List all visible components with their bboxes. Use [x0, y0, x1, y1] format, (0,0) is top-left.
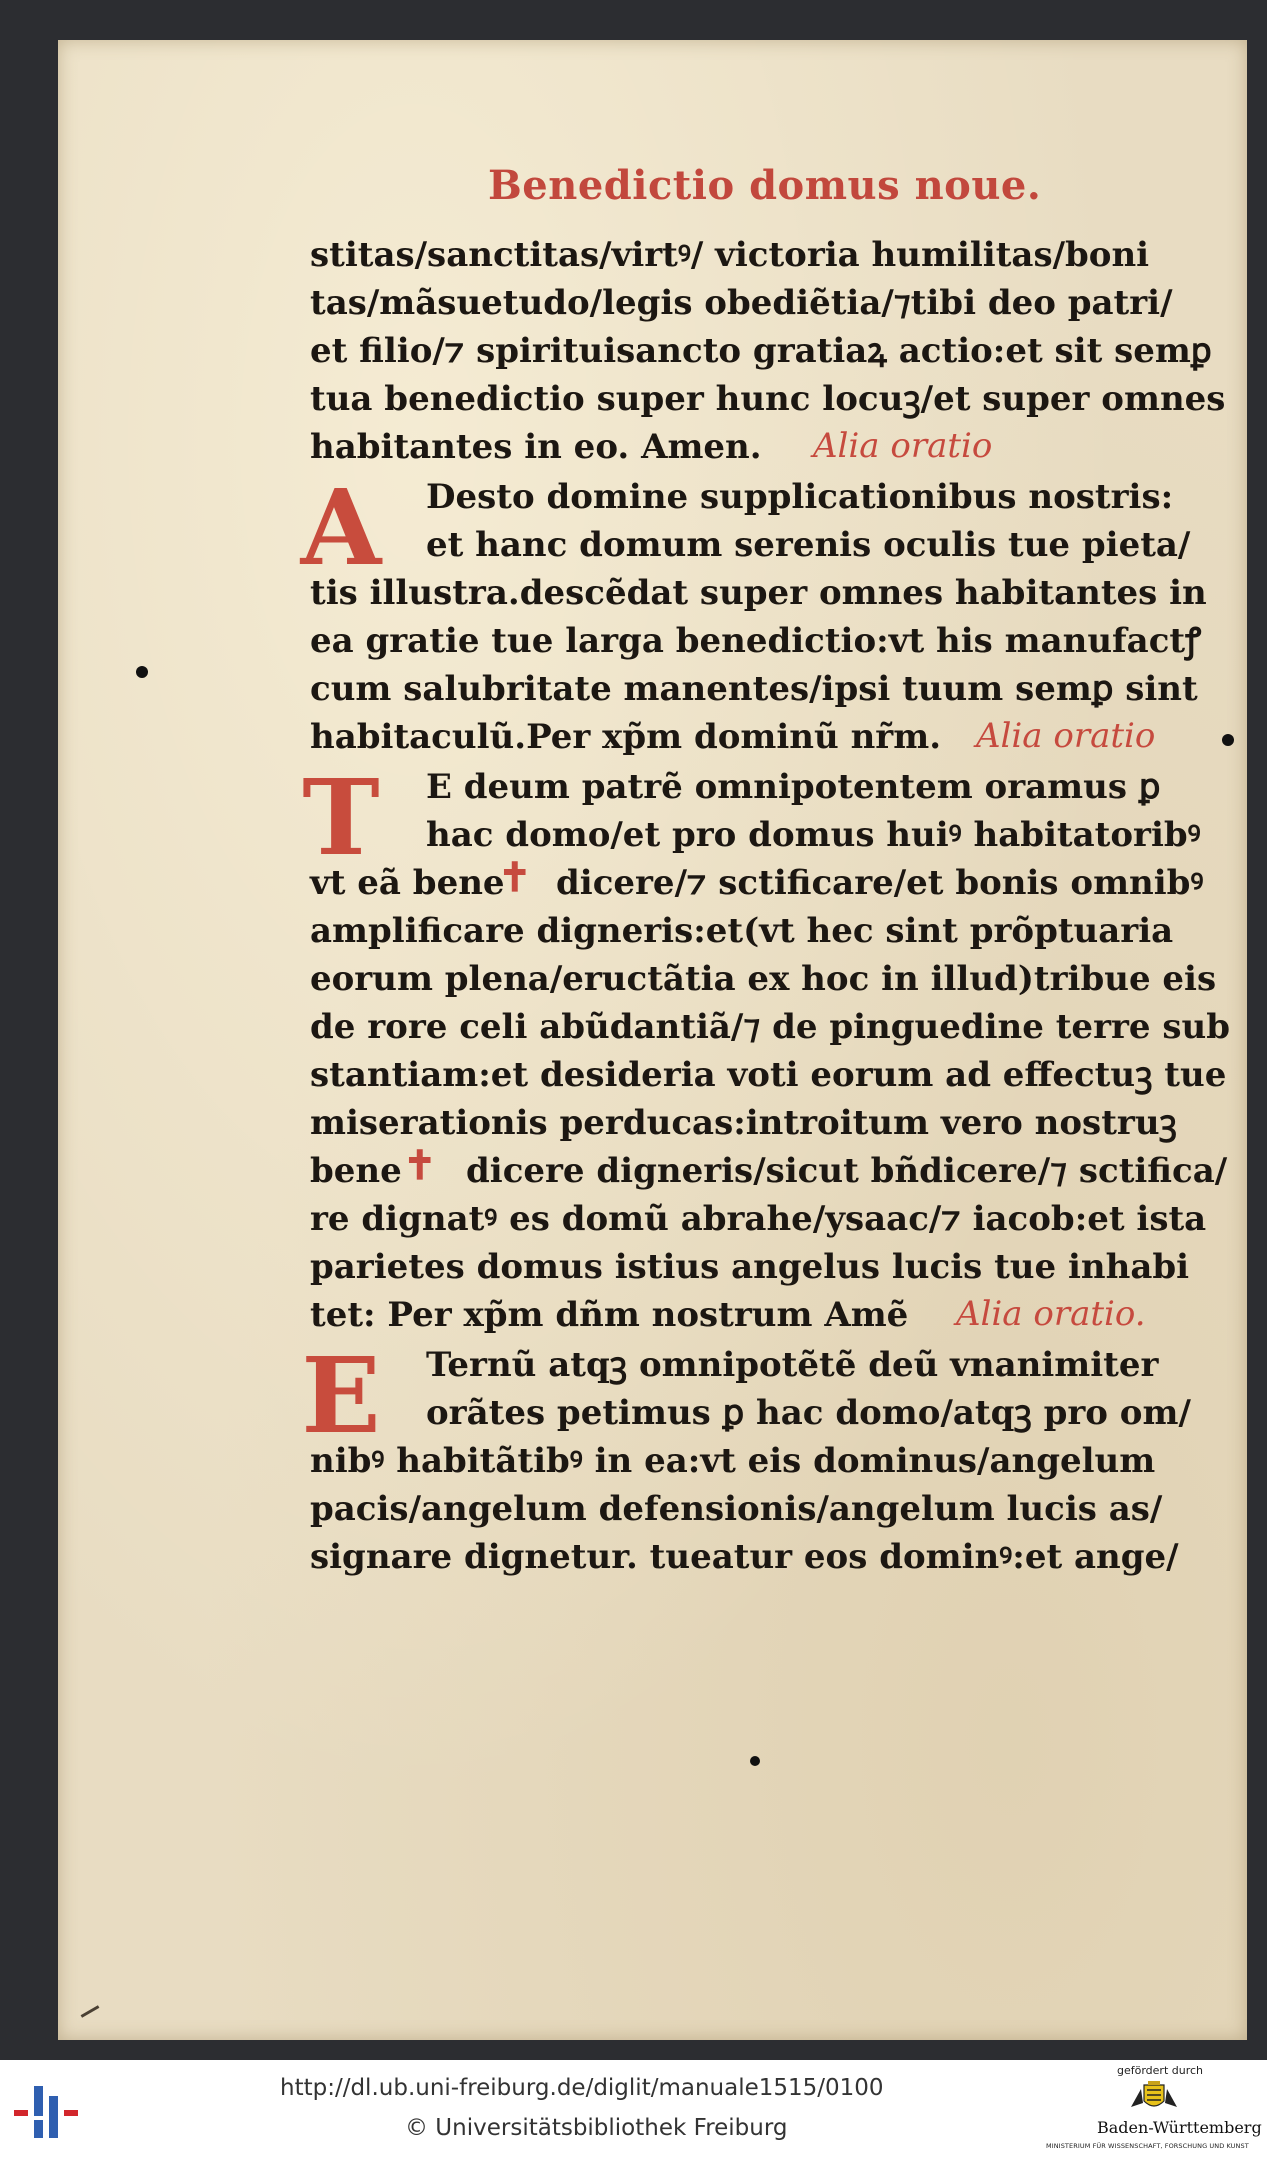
text-line: stantiam:et desideria voti eorum ad effectuꝫ tue [310, 1055, 1227, 1095]
text-line: signare dignetur. tueatur eos dominꝰ:et ange/ [310, 1537, 1179, 1577]
text-line: miserationis perducas:introitum vero nostruꝫ [310, 1103, 1177, 1143]
text-line: tas/mãsuetudo/legis obediẽtia/⁊tibi deo patri/ [310, 283, 1173, 323]
text-line: tis illustra.descẽdat super omnes habitantes in [310, 573, 1207, 613]
manuscript-page [58, 40, 1247, 2040]
initial-letter-e: E [301, 1334, 381, 1457]
rubric-alia-oratio-1: Alia oratio [813, 426, 993, 466]
source-url-link[interactable]: http://dl.ub.uni-freiburg.de/diglit/manuale1515/0100 [280, 2075, 884, 2101]
text-line: E deum patrẽ omnipotentem oramus ꝑ [426, 767, 1161, 807]
text-line: Desto domine supplicationibus nostris: [426, 477, 1174, 517]
text-line: amplificare digneris:et(vt hec sint prõptuaria [310, 911, 1174, 951]
text-line: stitas/sanctitas/virtꝰ/ victoria humilitas/boni [310, 235, 1150, 275]
text-line: dicere digneris/sicut bñdicere/⁊ sctifica/ [466, 1151, 1228, 1191]
text-line: pacis/angelum defensionis/angelum lucis as/ [310, 1489, 1163, 1529]
ministry-name: MINISTERIUM FÜR WISSENSCHAFT, FORSCHUNG UND KUNST [1046, 2142, 1249, 2150]
initial-letter-t: T [302, 756, 380, 879]
funded-by-label: gefördert durch [1117, 2064, 1204, 2077]
text-line: cum salubritate manentes/ipsi tuum semꝑ sint [310, 669, 1198, 709]
state-name: Baden-Württemberg [1097, 2118, 1262, 2137]
cross-symbol: ✝ [498, 854, 532, 901]
copyright-notice: © Universitätsbibliothek Freiburg [405, 2115, 788, 2141]
text-line: dicere/⁊ sctificare/et bonis omnibꝰ [556, 863, 1204, 903]
rubric-alia-oratio-3: Alia oratio. [956, 1294, 1146, 1334]
library-logo-icon [12, 2082, 82, 2142]
text-line: de rore celi abũdantiã/⁊ de pinguedine terre sub [310, 1007, 1230, 1047]
text-line: hac domo/et pro domus huiꝰ habitatoribꝰ [426, 815, 1201, 855]
text-line: et hanc domum serenis oculis tue pieta/ [426, 525, 1191, 565]
cross-symbol: ✝ [403, 1142, 437, 1189]
text-line: bene [310, 1151, 402, 1191]
margin-dot [1222, 734, 1234, 746]
text-line: tua benedictio super hunc locuꝫ/et super omnes [310, 379, 1226, 419]
text-line: nibꝰ habitãtibꝰ in ea:vt eis dominus/angelum [310, 1441, 1156, 1481]
text-line: orãtes petimus ꝑ hac domo/atqꝫ pro om/ [426, 1393, 1191, 1433]
text-line: et filio/⁊ spirituisancto gratiaꝝ actio:et sit semꝑ [310, 331, 1212, 371]
text-line: tet: Per xp̃m dñm nostrum Amẽ [310, 1295, 909, 1335]
page-heading: Benedictio domus noue. [488, 162, 1042, 209]
margin-dot [136, 666, 148, 678]
text-line: habitantes in eo. Amen. [310, 427, 762, 467]
text-line: habitaculũ.Per xp̃m dominũ nr̃m. [310, 717, 942, 757]
rubric-alia-oratio-2: Alia oratio [976, 716, 1156, 756]
coat-of-arms-icon [1127, 2081, 1181, 2115]
text-line: ea gratie tue larga benedictio:vt his manufactꝭ [310, 621, 1202, 661]
text-line: re dignatꝰ es domũ abrahe/ysaac/⁊ iacob:et ista [310, 1199, 1207, 1239]
initial-letter-a: A [300, 466, 382, 589]
text-line: parietes domus istius angelus lucis tue inhabi [310, 1247, 1190, 1287]
text-line: Ternũ atqꝫ omnipotẽtẽ deũ vnanimiter [426, 1345, 1159, 1385]
text-line: eorum plena/eructãtia ex hoc in illud)tribue eis [310, 959, 1217, 999]
margin-dot [750, 1756, 760, 1766]
text-line: vt eã bene [310, 863, 505, 903]
